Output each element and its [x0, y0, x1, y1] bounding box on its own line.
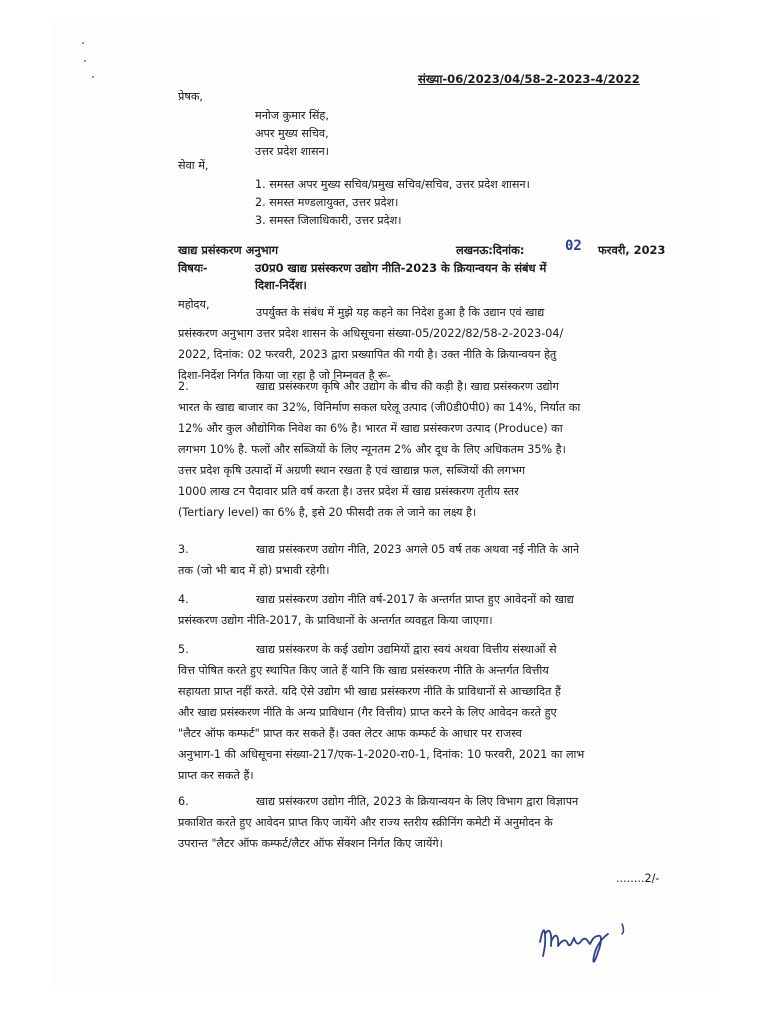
para-line: अनुभाग-1 की अधिसूचना संख्या-217/एक-1-2020-रा0-1, दिनांक: 10 फरवरी, 2021 का लाभ — [178, 748, 585, 761]
para-number: 5. — [178, 643, 189, 656]
sender-name: मनोज कुमार सिंह, — [255, 109, 329, 122]
para-line: "लैटर ऑफ कम्फर्ट" प्राप्त कर सकते हैं। उक्त लेटर आफ कम्फर्ट के आधार पर राजस्व — [178, 727, 522, 740]
para-line: उपरान्त "लैटर ऑफ कम्फर्ट/लैटर ऑफ सेंक्शन निर्गत किए जायेंगे। — [178, 837, 443, 850]
para-line: उपर्युक्त के संबंध में मुझे यह कहने का निदेश हुआ है कि उद्यान एवं खाद्य — [256, 306, 545, 319]
date-month-year: फरवरी, 2023 — [598, 243, 666, 257]
para-line: 2022, दिनांक: 02 फरवरी, 2023 द्वारा प्रख्यापित की गयी है। उक्त नीति के क्रियान्वयन हेतु — [178, 348, 557, 361]
para-line: खाद्य प्रसंस्करण उद्योग नीति, 2023 अगले 05 वर्ष तक अथवा नई नीति के आने — [256, 543, 580, 556]
sender-label: प्रेषक, — [178, 90, 203, 103]
para-line: और खाद्य प्रसंस्करण नीति के अन्य प्राविधान (गैर वित्तीय) प्राप्त करने के लिए आवेदन करते हुए — [178, 706, 557, 719]
para-line: तक (जो भी बाद में हो) प्रभावी रहेगी। — [178, 564, 330, 577]
to-label: सेवा में, — [178, 159, 209, 172]
para-line: खाद्य प्रसंस्करण उद्योग नीति वर्ष-2017 के अन्तर्गत प्राप्त हुए आवेदनों को खाद्य — [256, 593, 574, 606]
salutation: महोदय, — [178, 298, 210, 311]
recipient-item: 1. समस्त अपर मुख्य सचिव/प्रमुख सचिव/सचिव, उत्तर प्रदेश शासन। — [255, 178, 530, 191]
para-line: सहायता प्राप्त नहीं करते. यदि ऐसे उद्योग भी खाद्य प्रसंस्करण नीति के प्राविधानों से आच्छादित हैं — [178, 685, 561, 698]
paragraph-1 — [178, 302, 674, 386]
recipient-item: 2. समस्त मण्डलायुक्त, उत्तर प्रदेश। — [255, 196, 399, 209]
subject-line: उ0प्र0 खाद्य प्रसंस्करण उद्योग नीति-2023 के क्रियान्वयन के संबंध में — [255, 261, 547, 275]
paragraph-3 — [178, 539, 674, 581]
recipient-item: 3. समस्त जिलाधिकारी, उत्तर प्रदेश। — [255, 214, 402, 227]
paragraph-6 — [178, 791, 674, 854]
para-line: 1000 लाख टन पैदावार प्रति वर्ष करता है। उत्तर प्रदेश में खाद्य प्रसंस्करण तृतीय स्तर — [178, 485, 519, 498]
subject-line: दिशा-निर्देश। — [255, 278, 307, 292]
para-number: 6. — [178, 795, 189, 808]
place-date-label: लखनऊ:दिनांक: — [456, 243, 525, 257]
para-line: प्राप्त कर सकते हैं। — [178, 769, 254, 782]
para-line: वित्त पोषित करते हुए स्थापित किए जाते हैं यानि कि खाद्य प्रसंस्करण नीति के अन्तर्गत वित्तीय — [178, 664, 549, 677]
sender-office: उत्तर प्रदेश शासन। — [255, 145, 329, 158]
scan-speck — [84, 60, 86, 62]
para-line: प्रसंस्करण उद्योग नीति-2017, के प्राविधानों के अन्तर्गत व्यवहृत किया जाएगा। — [178, 614, 493, 627]
para-line: खाद्य प्रसंस्करण के कई उद्योग उद्यमियों द्वारा स्वयं अथवा वित्तीय संस्थाओं से — [256, 643, 557, 656]
scan-speck — [92, 76, 94, 78]
subject-label: विषयः- — [178, 261, 208, 275]
para-line: खाद्य प्रसंस्करण उद्योग नीति, 2023 के क्रियान्वयन के लिए विभाग द्वारा विज्ञापन — [256, 795, 579, 808]
department-name: खाद्य प्रसंस्करण अनुभाग — [178, 243, 279, 257]
para-line: प्रकाशित करते हुए आवेदन प्राप्त किए जायेंगे और राज्य स्तरीय स्क्रीनिंग कमेटी में अनुमोदन के — [178, 816, 553, 829]
para-number: 4. — [178, 593, 189, 606]
para-line: भारत के खाद्य बाजार का 32%, विनिर्माण सकल घरेलू उत्पाद (जी0डी0पी0) का 14%, निर्यात का — [178, 401, 581, 414]
para-line: उत्तर प्रदेश कृषि उत्पादों में अग्रणी स्थान रखता है एवं खाद्यान्न फल, सब्जियों की लगभग — [178, 464, 526, 477]
paragraph-4 — [178, 589, 674, 631]
scan-speck — [82, 42, 84, 44]
para-line: प्रसंस्करण अनुभाग उत्तर प्रदेश शासन के अधिसूचना संख्या-05/2022/82/58-2-2023-04/ — [178, 327, 564, 340]
para-line: दिशा-निर्देश निर्गत किया जा रहा है जो निम्नवत है रू- — [178, 369, 391, 382]
para-number: 2. — [178, 380, 189, 393]
sender-designation: अपर मुख्य सचिव, — [255, 127, 329, 140]
para-line: (Tertiary level) का 6% है, इसे 20 फीसदी तक ले जाने का लक्ष्य है। — [178, 506, 477, 519]
paragraph-2 — [178, 376, 674, 523]
para-line: लगभग 10% है. फलों और सब्जियों के लिए न्यूनतम 2% और दूध के लिए अधिकतम 35% है। — [178, 443, 566, 456]
signature — [532, 912, 644, 972]
page-continuation: ........2/- — [616, 872, 660, 885]
para-number: 3. — [178, 543, 189, 556]
paragraph-5 — [178, 639, 674, 786]
para-line: 12% और कुल औद्योगिक निवेश का 6% है। भारत में खाद्य प्रसंस्करण उत्पाद (Produce) का — [178, 422, 563, 435]
handwritten-date-day: 02 — [565, 238, 582, 254]
para-line: खाद्य प्रसंस्करण कृषि और उद्योग के बीच की कड़ी है। खाद्य प्रसंस्करण उद्योग — [256, 380, 559, 393]
reference-number: संख्या-06/2023/04/58-2-2023-4/2022 — [418, 72, 640, 86]
